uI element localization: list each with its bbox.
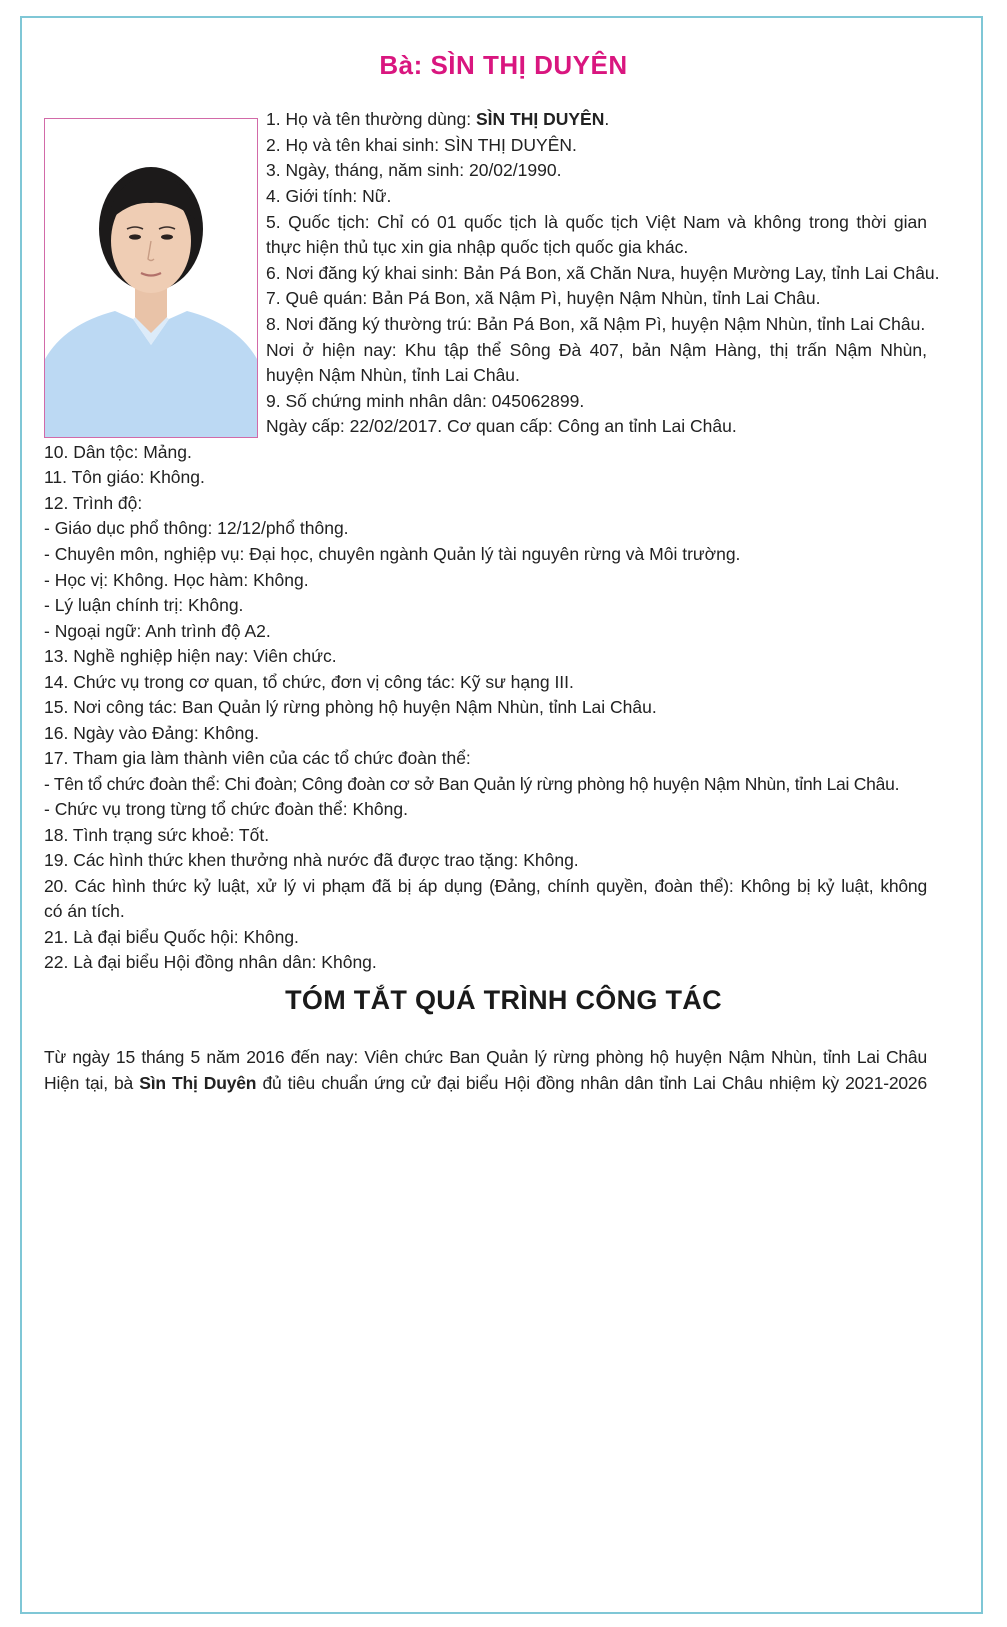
field-current-residence-cont: huyện Nậm Nhùn, tỉnh Lai Châu.	[266, 365, 520, 385]
field-ethnicity: 10. Dân tộc: Mảng.	[44, 442, 192, 462]
field-nationality: 5. Quốc tịch: Chỉ có 01 quốc tịch là quốc tịch Việt Nam và không trong thời gian	[266, 212, 927, 232]
work-history-summary: Hiện tại, bà Sìn Thị Duyên đủ tiêu chuẩn ứng cử đại biểu Hội đồng nhân dân tỉnh Lai Châu nhiệm kỳ 2021-2026	[44, 1073, 927, 1093]
field-permanent-residence: 8. Nơi đăng ký thường trú: Bản Pá Bon, xã Nậm Pì, huyện Nậm Nhùn, tỉnh Lai Châu.	[266, 314, 926, 334]
field-political-theory: - Lý luận chính trị: Không.	[44, 595, 244, 615]
field-party-date: 16. Ngày vào Đảng: Không.	[44, 723, 260, 743]
field-foreign-language: - Ngoại ngữ: Anh trình độ A2.	[44, 621, 271, 641]
field-birth-date: 3. Ngày, tháng, năm sinh: 20/02/1990.	[266, 160, 562, 180]
field-discipline-cont: có án tích.	[44, 901, 125, 921]
field-specialization: - Chuyên môn, nghiệp vụ: Đại học, chuyên ngành Quản lý tài nguyên rừng và Môi trường.	[44, 544, 741, 564]
field-peoples-council: 22. Là đại biểu Hội đồng nhân dân: Không.	[44, 952, 377, 972]
field-workplace: 15. Nơi công tác: Ban Quản lý rừng phòng hộ huyện Nậm Nhùn, tỉnh Lai Châu.	[44, 697, 657, 717]
field-religion: 11. Tôn giáo: Không.	[44, 467, 205, 487]
field-national-assembly: 21. Là đại biểu Quốc hội: Không.	[44, 927, 299, 947]
field-organizations-heading: 17. Tham gia làm thành viên của các tổ chức đoàn thể:	[44, 748, 471, 768]
field-general-education: - Giáo dục phổ thông: 12/12/phổ thông.	[44, 518, 349, 538]
field-education-heading: 12. Trình độ:	[44, 493, 143, 513]
field-id-number: 9. Số chứng minh nhân dân: 045062899.	[266, 391, 585, 411]
field-current-residence: Nơi ở hiện nay: Khu tập thể Sông Đà 407, bản Nậm Hàng, thị trấn Nậm Nhùn,	[266, 340, 927, 360]
field-organization-roles: - Chức vụ trong từng tổ chức đoàn thể: Không.	[44, 799, 408, 819]
field-academic-degree: - Học vị: Không. Học hàm: Không.	[44, 570, 309, 590]
field-id-issue: Ngày cấp: 22/02/2017. Cơ quan cấp: Công an tỉnh Lai Châu.	[266, 416, 737, 436]
field-occupation: 13. Nghề nghiệp hiện nay: Viên chức.	[44, 646, 337, 666]
field-organization-names: - Tên tổ chức đoàn thể: Chi đoàn; Công đoàn cơ sở Ban Quản lý rừng phòng hộ huyện Nậm Nhùn, tỉnh Lai Châu.	[44, 774, 900, 794]
field-nationality-cont: thực hiện thủ tục xin gia nhập quốc tịch quốc gia khác.	[266, 237, 689, 257]
field-hometown: 7. Quê quán: Bản Pá Bon, xã Nậm Pì, huyện Nậm Nhùn, tỉnh Lai Châu.	[266, 288, 821, 308]
field-discipline: 20. Các hình thức kỷ luật, xử lý vi phạm đã bị áp dụng (Đảng, chính quyền, đoàn thể): Không bị kỷ luật, không	[44, 876, 927, 896]
portrait-photo	[44, 118, 258, 438]
field-gender: 4. Giới tính: Nữ.	[266, 186, 392, 206]
field-position: 14. Chức vụ trong cơ quan, tổ chức, đơn vị công tác: Kỹ sư hạng III.	[44, 672, 574, 692]
field-awards: 19. Các hình thức khen thưởng nhà nước đã được trao tặng: Không.	[44, 850, 579, 870]
field-common-name: 1. Họ và tên thường dùng: SÌN THỊ DUYÊN.	[266, 109, 610, 129]
field-birth-registration: 6. Nơi đăng ký khai sinh: Bản Pá Bon, xã Chăn Nưa, huyện Mường Lay, tỉnh Lai Châu.	[266, 263, 940, 283]
page-title: Bà: SÌN THỊ DUYÊN	[379, 50, 628, 80]
work-history-entry: Từ ngày 15 tháng 5 năm 2016 đến nay: Viên chức Ban Quản lý rừng phòng hộ huyện Nậm Nhùn, tỉnh Lai Châu	[44, 1047, 927, 1067]
section-title-work-history: TÓM TẮT QUÁ TRÌNH CÔNG TÁC	[285, 985, 722, 1015]
field-birth-name: 2. Họ và tên khai sinh: SÌN THỊ DUYÊN.	[266, 135, 577, 155]
portrait-image	[45, 119, 257, 437]
field-health: 18. Tình trạng sức khoẻ: Tốt.	[44, 825, 270, 845]
